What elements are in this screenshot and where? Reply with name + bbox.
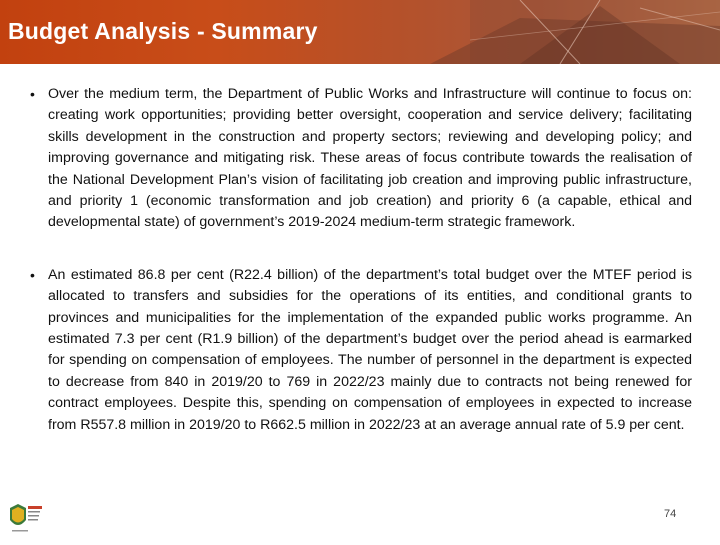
list-item: [30, 84, 692, 234]
bullet-list: [30, 84, 692, 436]
page-number: 74: [664, 508, 677, 520]
bullet-marker: •: [30, 86, 35, 102]
page-title: Budget Analysis - Summary: [8, 18, 318, 44]
list-item: [30, 265, 692, 436]
header-banner: [0, 0, 720, 64]
bullet-text: An estimated 86.8 per cent (R22.4 billion) of the department’s total budget over the MTEF period is allocated to transfers and subsidies for the operations of its entities, and conditional grants to provinces and municipalities for the implementation of the expanded public works programme. An estimated 7.3 per cent (R1.9 billion) of the department’s budget over the period ahead is earmarked for spending on compensation of employees. The number of personnel in the department is expected to decrease from 840 in 2019/20 to 769 in 2022/23 mainly due to contracts not being renewed for contract employees. Despite this, spending on compensation of employees in expected to increase from R557.8 million in 2019/20 to R662.5 million in 2022/23 at an average annual rate of 5.9 per cent.: [48, 266, 692, 433]
bullet-marker: •: [30, 266, 35, 283]
bullet-text: Over the medium term, the Department of Public Works and Infrastructure will continue to focus on: creating work opportunities; providing better oversight, cooperation and service delivery; facilitating skills development in the construction and property sectors; reviewing and developing policy; and improving governance and mitigating risk. These areas of focus contribute towards the realisation of the National Development Plan’s vision of facilitating job creation and improving public infrastructure, and priority 1 (economic transformation and job creation) and priority 6 (a capable, ethical and developmental state) of government’s 2019-2024 medium-term strategic framework.: [48, 86, 692, 231]
coat-of-arms-icon: [4, 500, 44, 540]
